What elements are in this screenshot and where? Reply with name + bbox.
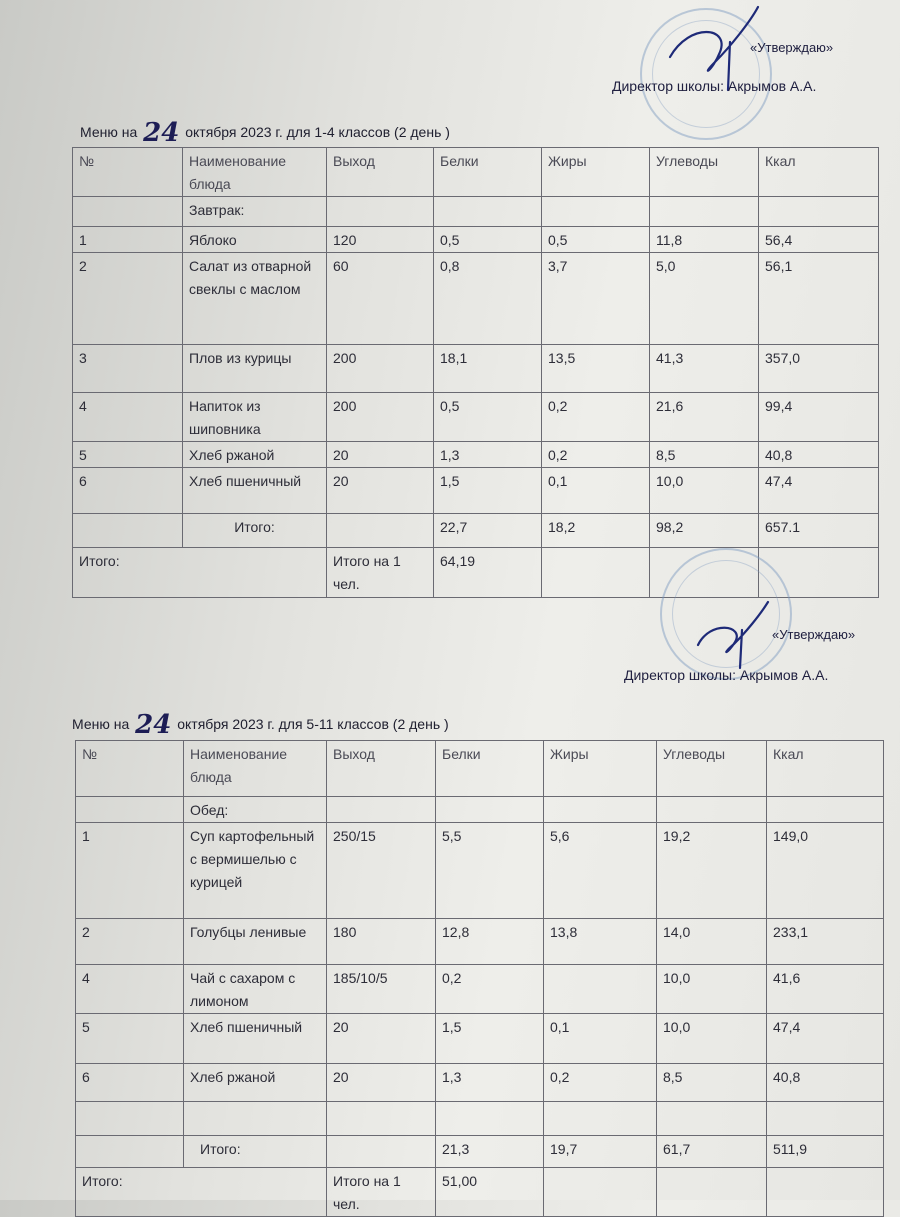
row-fat: 0,2 — [544, 1064, 657, 1102]
footer-row — [76, 1168, 884, 1217]
row-kcal: 357,0 — [759, 345, 879, 393]
row-yield: 200 — [327, 345, 434, 393]
row-fat: 13,8 — [544, 919, 657, 965]
menu-day-handwritten: 24 — [143, 118, 180, 148]
table-row — [73, 345, 879, 393]
row-fat: 0,2 — [542, 393, 650, 442]
row-dish: Напиток из шиповника — [183, 393, 327, 442]
row-carbs: 11,8 — [650, 227, 759, 253]
row-num: 6 — [76, 1064, 184, 1102]
row-protein: 1,3 — [434, 442, 542, 468]
row-kcal: 40,8 — [767, 1064, 884, 1102]
row-protein: 0,2 — [436, 965, 544, 1014]
row-yield: 60 — [327, 253, 434, 345]
row-kcal: 47,4 — [759, 468, 879, 514]
row-protein: 0,8 — [434, 253, 542, 345]
row-num: 2 — [73, 253, 183, 345]
row-carbs: 8,5 — [650, 442, 759, 468]
row-kcal: 47,4 — [767, 1014, 884, 1064]
row-kcal: 56,1 — [759, 253, 879, 345]
per-person-value: 51,00 — [436, 1168, 544, 1217]
row-yield: 180 — [327, 919, 436, 965]
row-kcal: 40,8 — [759, 442, 879, 468]
row-num: 4 — [76, 965, 184, 1014]
row-yield: 20 — [327, 1014, 436, 1064]
per-person-label: Итого на 1 чел. — [327, 1168, 436, 1217]
total-kcal: 511,9 — [767, 1136, 884, 1168]
col-header-protein: Белки — [436, 741, 544, 797]
row-fat: 5,6 — [544, 823, 657, 919]
table-row — [76, 823, 884, 919]
approval-title-2: «Утверждаю» — [772, 627, 856, 642]
row-num: 4 — [73, 393, 183, 442]
row-yield: 20 — [327, 468, 434, 514]
row-yield: 20 — [327, 1064, 436, 1102]
total-fat: 18,2 — [542, 514, 650, 548]
table-row — [73, 393, 879, 442]
table-row — [73, 227, 879, 253]
total-label: Итого: — [184, 1136, 327, 1168]
section-row — [73, 197, 879, 227]
row-kcal: 233,1 — [767, 919, 884, 965]
col-header-num: № — [76, 741, 184, 797]
col-header-fat: Жиры — [544, 741, 657, 797]
menu-day-handwritten: 24 — [135, 710, 172, 740]
row-carbs: 10,0 — [650, 468, 759, 514]
menu-title-1 — [80, 114, 450, 148]
menu-table-2 — [75, 740, 884, 1217]
table-row — [73, 468, 879, 514]
row-kcal: 41,6 — [767, 965, 884, 1014]
row-kcal: 56,4 — [759, 227, 879, 253]
row-dish: Салат из отварной свеклы с маслом — [183, 253, 327, 345]
row-yield: 185/10/5 — [327, 965, 436, 1014]
col-header-carbs: Углеводы — [657, 741, 767, 797]
table-row — [76, 1014, 884, 1064]
row-num: 1 — [73, 227, 183, 253]
row-carbs: 21,6 — [650, 393, 759, 442]
row-num: 5 — [76, 1014, 184, 1064]
total-label: Итого: — [183, 514, 327, 548]
row-fat: 0,2 — [542, 442, 650, 468]
col-header-kcal: Ккал — [759, 148, 879, 197]
row-dish: Хлеб пшеничный — [184, 1014, 327, 1064]
table-header-row — [73, 148, 879, 197]
row-carbs: 19,2 — [657, 823, 767, 919]
menu-table-1 — [72, 147, 879, 598]
row-dish: Хлеб ржаной — [184, 1064, 327, 1102]
table-row — [76, 965, 884, 1014]
row-carbs: 41,3 — [650, 345, 759, 393]
col-header-num: № — [73, 148, 183, 197]
approval-title-1: «Утверждаю» — [750, 40, 834, 55]
row-num: 2 — [76, 919, 184, 965]
per-person-label: Итого на 1 чел. — [327, 548, 434, 598]
col-header-name: Наименование блюда — [184, 741, 327, 797]
table-row — [73, 253, 879, 345]
row-num: 5 — [73, 442, 183, 468]
footer-label: Итого: — [76, 1168, 327, 1217]
row-protein: 0,5 — [434, 393, 542, 442]
col-header-fat: Жиры — [542, 148, 650, 197]
row-num: 6 — [73, 468, 183, 514]
row-carbs: 8,5 — [657, 1064, 767, 1102]
row-carbs: 14,0 — [657, 919, 767, 965]
row-kcal: 99,4 — [759, 393, 879, 442]
row-dish: Суп картофельный с вермишелью с курицей — [184, 823, 327, 919]
row-kcal: 149,0 — [767, 823, 884, 919]
row-protein: 0,5 — [434, 227, 542, 253]
empty-row — [76, 1102, 884, 1136]
row-carbs: 5,0 — [650, 253, 759, 345]
row-dish: Хлеб ржаной — [183, 442, 327, 468]
row-protein: 18,1 — [434, 345, 542, 393]
menu-title-suffix: октября 2023 г. для 1-4 классов (2 день ) — [185, 124, 450, 140]
total-fat: 19,7 — [544, 1136, 657, 1168]
section-label: Завтрак: — [183, 197, 327, 227]
row-dish: Чай с сахаром с лимоном — [184, 965, 327, 1014]
row-fat: 13,5 — [542, 345, 650, 393]
row-dish: Яблоко — [183, 227, 327, 253]
row-yield: 200 — [327, 393, 434, 442]
col-header-carbs: Углеводы — [650, 148, 759, 197]
menu-title-prefix: Меню на — [80, 124, 138, 140]
section-row — [76, 797, 884, 823]
table-row — [76, 919, 884, 965]
row-fat: 0,5 — [542, 227, 650, 253]
menu-title-prefix: Меню на — [72, 716, 130, 732]
row-protein: 1,3 — [436, 1064, 544, 1102]
row-carbs: 10,0 — [657, 965, 767, 1014]
section-label: Обед: — [184, 797, 327, 823]
col-header-name: Наименование блюда — [183, 148, 327, 197]
row-yield: 250/15 — [327, 823, 436, 919]
total-row — [73, 514, 879, 548]
row-carbs: 10,0 — [657, 1014, 767, 1064]
row-dish: Плов из курицы — [183, 345, 327, 393]
row-protein: 1,5 — [434, 468, 542, 514]
signature-2 — [690, 590, 780, 670]
total-kcal: 657.1 — [759, 514, 879, 548]
row-protein: 5,5 — [436, 823, 544, 919]
total-carbs: 98,2 — [650, 514, 759, 548]
row-num: 3 — [73, 345, 183, 393]
menu-title-2 — [72, 706, 449, 740]
row-yield: 120 — [327, 227, 434, 253]
row-dish: Хлеб пшеничный — [183, 468, 327, 514]
col-header-yield: Выход — [327, 148, 434, 197]
row-protein: 12,8 — [436, 919, 544, 965]
row-fat — [544, 965, 657, 1014]
row-protein: 1,5 — [436, 1014, 544, 1064]
total-protein: 21,3 — [436, 1136, 544, 1168]
table-row — [73, 442, 879, 468]
row-fat: 3,7 — [542, 253, 650, 345]
menu-title-suffix: октября 2023 г. для 5-11 классов (2 день ) — [177, 716, 449, 732]
col-header-yield: Выход — [327, 741, 436, 797]
row-yield: 20 — [327, 442, 434, 468]
footer-label: Итого: — [73, 548, 327, 598]
total-row — [76, 1136, 884, 1168]
row-fat: 0,1 — [542, 468, 650, 514]
table-row — [76, 1064, 884, 1102]
per-person-value: 64,19 — [434, 548, 542, 598]
approval-director-1: Директор школы: Акрымов А.А. — [612, 78, 817, 94]
total-protein: 22,7 — [434, 514, 542, 548]
row-dish: Голубцы ленивые — [184, 919, 327, 965]
row-fat: 0,1 — [544, 1014, 657, 1064]
total-carbs: 61,7 — [657, 1136, 767, 1168]
row-num: 1 — [76, 823, 184, 919]
col-header-kcal: Ккал — [767, 741, 884, 797]
approval-director-2: Директор школы: Акрымов А.А. — [624, 667, 829, 683]
table-header-row — [76, 741, 884, 797]
col-header-protein: Белки — [434, 148, 542, 197]
